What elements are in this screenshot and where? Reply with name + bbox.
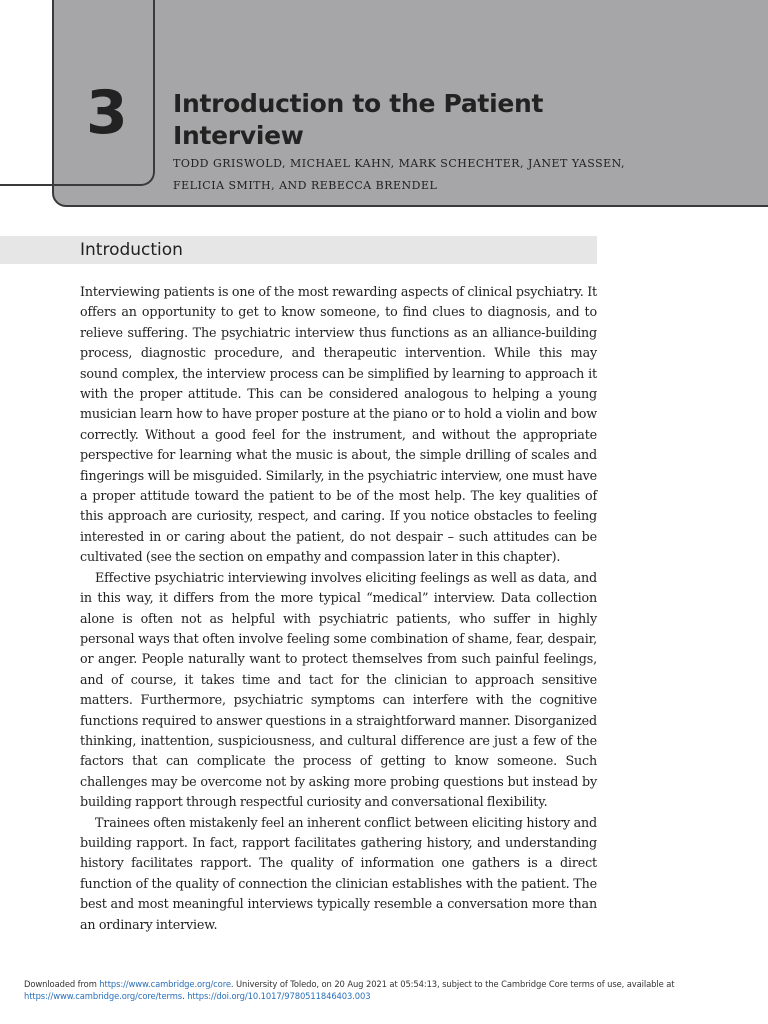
download-footer [24,978,744,1002]
section-heading: Introduction [80,240,183,260]
paragraph-1: Interviewing patients is one of the most rewarding aspects of clinical psychiatry. It offers an opportunity to get to know someone, to find clues to diagnosis, and to relieve suffering. The psychiatric interview thus functions as an alliance-building process, diagnostic procedure, and therapeutic intervention. While this may sound complex, the interview process can be simplified by learning to approach it with the proper attitude. This can be considered analogous to helping a young musician learn how to have proper posture at the piano or to hold a violin and bow correctly. Without a good feel for the instrument, and without the appropriate perspective for learning what the music is about, the simple drilling of scales and fingerings will be misguided. Similarly, in the psychiatric interview, one must have a proper attitude toward the patient to be of the most help. The key qualities of this approach are curiosity, respect, and caring. If you notice obstacles to feeling interested in or caring about the patient, do not despair – such attitudes can be cultivated (see the section on empathy and compassion later in this chapter). [80,284,597,565]
footer-link-terms[interactable]: https://www.cambridge.org/core/terms [24,991,183,1001]
footer-prefix: Downloaded from [24,979,100,989]
chapter-title-line-1: Introduction to the Patient [173,89,544,118]
footer-separator: . [182,991,188,1001]
paragraph-3: Trainees often mistakenly feel an inherent conflict between eliciting history and building rapport. In fact, rapport facilitates gathering history, and understanding history facilitates rapport. The quality of information one gathers is a direct function of the quality of connection the clinician establishes with the patient. The best and most meaningful interviews typically resemble a conversation more than an ordinary interview. [80,814,597,932]
footer-link-core[interactable]: https://www.cambridge.org/core [99,979,231,989]
paragraph-2: Effective psychiatric interviewing involves eliciting feelings as well as data, and in this way, it differs from the more typical “medical” interview. Data collection alone is often not as helpful with psychiatric patients, who suffer in highly personal ways that often involve feeling some combination of shame, fear, despair, or anger. People naturally want to protect themselves from such painful feelings, and of course, it takes time and tact for the clinician to approach sensitive matters. Furthermore, psychiatric symptoms can interfere with the cognitive functions required to answer questions in a straightforward manner. Disorganized thinking, inattention, suspiciousness, and cultural difference are just a few of the factors that can complicate the process of getting to know someone. Such challenges may be overcome not by asking more probing questions but instead by building rapport through respectful curiosity and conversational flexibility. [80,569,597,810]
chapter-title [173,88,543,152]
chapter-number: 3 [86,78,128,148]
chapter-title-line-2: Interview [173,121,304,150]
authors-line-2: FELICIA SMITH, AND REBECCA BRENDEL [173,179,438,192]
authors-line-1: TODD GRISWOLD, MICHAEL KAHN, MARK SCHECHTER, JANET YASSEN, [173,157,626,170]
chapter-authors [173,153,625,197]
chapter-number-box [0,0,155,186]
body-text [80,282,597,935]
footer-middle: . University of Toledo, on 20 Aug 2021 at 05:54:13, subject to the Cambridge Core terms of use, available at [230,979,675,989]
footer-link-doi[interactable]: https://doi.org/10.1017/9780511846403.003 [187,991,371,1001]
